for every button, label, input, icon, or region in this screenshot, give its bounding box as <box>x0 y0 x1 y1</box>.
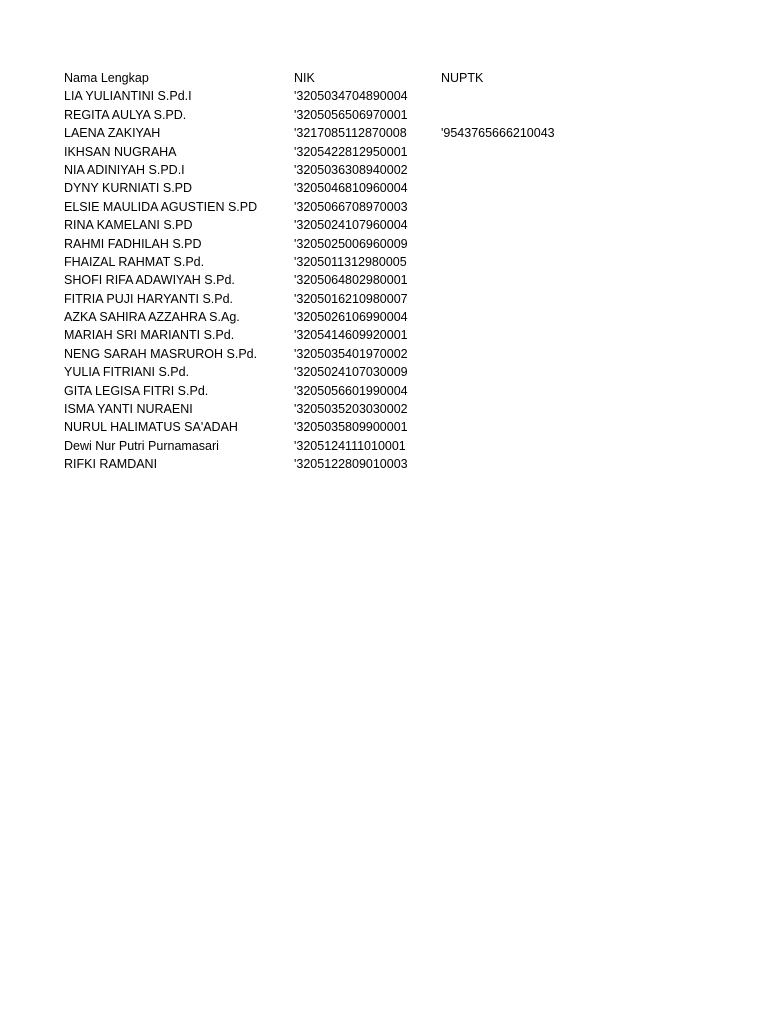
nama-cell: RINA KAMELANI S.PD <box>64 218 193 233</box>
nama-cell: Dewi Nur Putri Purnamasari <box>64 438 219 453</box>
nik-cell: '3205024107960004 <box>294 218 408 233</box>
nik-cell: '3205066708970003 <box>294 199 408 214</box>
table-row <box>64 455 704 473</box>
nuptk-cell <box>441 290 641 308</box>
header-row <box>64 69 704 87</box>
nik-cell: '3205034704890004 <box>294 89 408 104</box>
nik-cell: '3205016210980007 <box>294 291 408 306</box>
table-row <box>64 290 704 308</box>
nama-cell: YULIA FITRIANI S.Pd. <box>64 365 190 380</box>
nama-cell: GITA LEGISA FITRI S.Pd. <box>64 383 209 398</box>
nama-cell: RIFKI RAMDANI <box>64 457 158 472</box>
table-row <box>64 216 704 234</box>
nama-cell: LIA YULIANTINI S.Pd.I <box>64 89 192 104</box>
data-sheet <box>64 69 704 474</box>
table-body <box>64 87 704 473</box>
nik-cell: '3205035203030002 <box>294 402 408 417</box>
nuptk-cell <box>441 161 641 179</box>
nuptk-cell <box>441 345 641 363</box>
nik-cell: '3205011312980005 <box>294 254 407 269</box>
nik-cell: '3205422812950001 <box>294 144 408 159</box>
nuptk-cell <box>441 400 641 418</box>
nik-cell: '3205056601990004 <box>294 383 408 398</box>
nama-cell: AZKA SAHIRA AZZAHRA S.Ag. <box>64 310 240 325</box>
nuptk-cell: '9543765666210043 <box>441 126 555 141</box>
table-row <box>64 87 704 105</box>
nik-cell: '3205026106990004 <box>294 310 408 325</box>
nik-cell: '3205025006960009 <box>294 236 408 251</box>
header-nik: NIK <box>294 71 315 85</box>
nuptk-cell <box>441 106 641 124</box>
nik-cell: '3205056506970001 <box>294 107 408 122</box>
header-nuptk: NUPTK <box>441 71 484 85</box>
nama-cell: NIA ADINIYAH S.PD.I <box>64 162 185 177</box>
nik-cell: '3205124111010001 <box>294 438 406 453</box>
nama-cell: LAENA ZAKIYAH <box>64 126 161 141</box>
table-row <box>64 106 704 124</box>
table-row <box>64 437 704 455</box>
nik-cell: '3205035809900001 <box>294 420 408 435</box>
nik-cell: '3205122809010003 <box>294 457 408 472</box>
nama-cell: ELSIE MAULIDA AGUSTIEN S.PD <box>64 199 258 214</box>
nama-cell: NURUL HALIMATUS SA'ADAH <box>64 420 238 435</box>
nuptk-cell <box>441 326 641 344</box>
table-row <box>64 271 704 289</box>
nuptk-cell <box>441 235 641 253</box>
table-row <box>64 308 704 326</box>
nuptk-cell <box>441 216 641 234</box>
nuptk-cell <box>441 308 641 326</box>
nik-cell: '3205035401970002 <box>294 346 408 361</box>
nama-cell: DYNY KURNIATI S.PD <box>64 181 193 196</box>
nuptk-cell <box>441 143 641 161</box>
table-row <box>64 161 704 179</box>
table-row <box>64 198 704 216</box>
nik-cell: '3205064802980001 <box>294 273 408 288</box>
table-row <box>64 363 704 381</box>
nama-cell: MARIAH SRI MARIANTI S.Pd. <box>64 328 235 343</box>
nuptk-cell <box>441 437 641 455</box>
nuptk-cell <box>441 198 641 216</box>
nama-cell: ISMA YANTI NURAENI <box>64 402 193 417</box>
table-row <box>64 400 704 418</box>
nik-cell: '3205024107030009 <box>294 365 408 380</box>
header-nama-lengkap: Nama Lengkap <box>64 71 149 85</box>
table-row <box>64 253 704 271</box>
table-row <box>64 345 704 363</box>
nik-cell: '3217085112870008 <box>294 126 407 141</box>
nuptk-cell <box>441 271 641 289</box>
nama-cell: RAHMI FADHILAH S.PD <box>64 236 202 251</box>
nuptk-cell <box>441 179 641 197</box>
nama-cell: IKHSAN NUGRAHA <box>64 144 177 159</box>
nuptk-cell <box>441 382 641 400</box>
nik-cell: '3205036308940002 <box>294 162 408 177</box>
table-row <box>64 179 704 197</box>
nik-cell: '3205046810960004 <box>294 181 408 196</box>
table-row <box>64 124 704 142</box>
nuptk-cell <box>441 455 641 473</box>
nuptk-cell <box>441 87 641 105</box>
nama-cell: NENG SARAH MASRUROH S.Pd. <box>64 346 258 361</box>
nama-cell: FHAIZAL RAHMAT S.Pd. <box>64 254 205 269</box>
table-row <box>64 382 704 400</box>
nik-cell: '3205414609920001 <box>294 328 408 343</box>
nuptk-cell <box>441 418 641 436</box>
nama-cell: REGITA AULYA S.PD. <box>64 107 187 122</box>
table-row <box>64 143 704 161</box>
table-row <box>64 326 704 344</box>
nuptk-cell <box>441 253 641 271</box>
nama-cell: FITRIA PUJI HARYANTI S.Pd. <box>64 291 234 306</box>
table-row <box>64 235 704 253</box>
nuptk-cell <box>441 363 641 381</box>
table-row <box>64 418 704 436</box>
nama-cell: SHOFI RIFA ADAWIYAH S.Pd. <box>64 273 235 288</box>
